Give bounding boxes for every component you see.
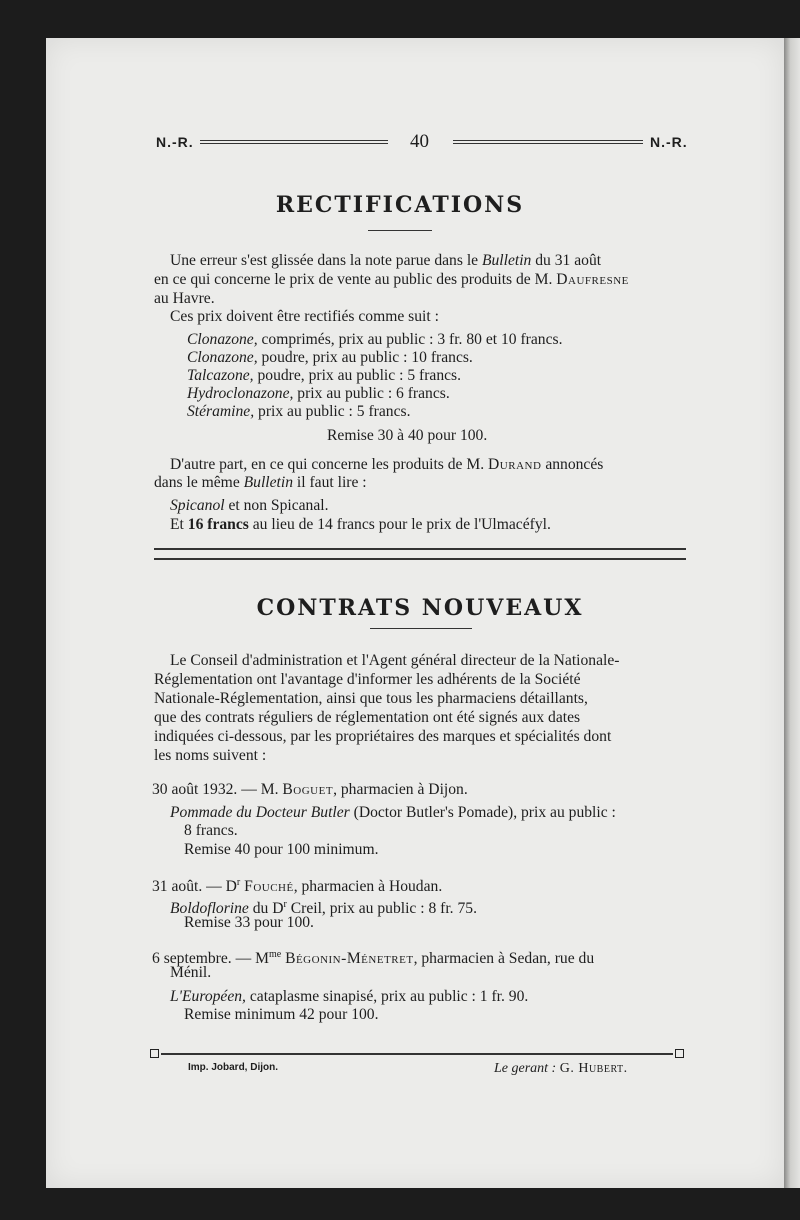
- contrats-intro-line: Le Conseil d'administration et l'Agent général directeur de la Nationale-: [170, 652, 620, 669]
- header-right: N.-R.: [650, 134, 688, 150]
- contrats-intro-line: Nationale-Réglementation, ainsi que tous les pharmaciens détaillants,: [154, 690, 588, 707]
- rect-intro-line-2: en ce qui concerne le prix de vente au public des produits de M. Daufresne: [154, 271, 629, 288]
- durand-line-4: Et 16 francs au lieu de 14 francs pour le prix de l'Ulmacéfyl.: [170, 516, 551, 533]
- durand-line-3: Spicanol et non Spicanal.: [170, 497, 329, 514]
- title-underline: [370, 628, 472, 629]
- entry-remise: Remise minimum 42 pour 100.: [184, 1006, 379, 1023]
- rect-item: Stéramine, prix au public : 5 francs.: [187, 403, 411, 420]
- entry-product-line: Boldoflorine du $D^r$ Creil, prix au public : 8 fr. 75.: [170, 899, 477, 918]
- entry-product-cont: 8 francs.: [184, 822, 238, 839]
- durand-line-1: D'autre part, en ce qui concerne les produits de M. Durand annoncés: [170, 456, 604, 473]
- rect-item: Talcazone, poudre, prix au public : 5 francs.: [187, 367, 462, 384]
- rect-item: Clonazone, comprimés, prix au public : 3 fr. 80 et 10 francs.: [187, 331, 563, 348]
- rect-item: Clonazone, poudre, prix au public : 10 francs.: [187, 349, 473, 366]
- header-left: N.-R.: [156, 134, 194, 150]
- rect-remise: Remise 30 à 40 pour 100.: [327, 427, 488, 444]
- rect-lead: Ces prix doivent être rectifiés comme suit :: [170, 308, 439, 325]
- header-rule-right: [453, 140, 643, 144]
- header-rule-left: [200, 140, 388, 144]
- entry-date-line: 30 août 1932. — M. Boguet, pharmacien à Dijon.: [152, 781, 468, 798]
- footer-box-left: [150, 1049, 159, 1058]
- printer-credit: Imp. Jobard, Dijon.: [188, 1062, 279, 1073]
- entry-product-line: L'Européen, cataplasme sinapisé, prix au public : 1 fr. 90.: [170, 988, 529, 1005]
- entry-remise: Remise 40 pour 100 minimum.: [184, 841, 379, 858]
- contrats-intro-line: que des contrats réguliers de réglementation ont été signés aux dates: [154, 709, 581, 726]
- contrats-title: CONTRATS NOUVEAUX: [256, 595, 584, 621]
- contrats-intro-line: Réglementation ont l'avantage d'informer les adhérents de la Société: [154, 671, 581, 688]
- entry-date-line: 6 septembre. — $M^{me}$ Bégonin-Ménetret, pharmacien à Sedan, rue du: [152, 949, 595, 968]
- section-separator: [154, 558, 686, 560]
- entry-product-line: Pommade du Docteur Butler (Doctor Butler's Pomade), prix au public :: [170, 804, 616, 821]
- rect-item: Hydroclonazone, prix au public : 6 francs.: [187, 385, 450, 402]
- footer-rule: [161, 1053, 673, 1055]
- entry-remise: Remise 33 pour 100.: [184, 914, 314, 931]
- footer-box-right: [675, 1049, 684, 1058]
- gerant-credit: Le gerant : G. Hubert.: [494, 1061, 628, 1076]
- rect-intro-line-3: au Havre.: [154, 290, 215, 307]
- title-underline: [368, 230, 432, 231]
- rectifications-title: RECTIFICATIONS: [275, 192, 525, 218]
- contrats-intro-line: indiquées ci-dessous, par les propriétaires des marques et spécialités dont: [154, 728, 612, 745]
- rect-intro-line-1: Une erreur s'est glissée dans la note parue dans le Bulletin du 31 août: [170, 252, 602, 269]
- durand-line-2: dans le même Bulletin il faut lire :: [154, 474, 367, 491]
- page-number: 40: [410, 131, 429, 152]
- entry-date-line: 31 août. — $D^r$ Fouché, pharmacien à Houdan.: [152, 877, 443, 896]
- contrats-intro-line: les noms suivent :: [154, 747, 267, 764]
- section-separator: [154, 548, 686, 550]
- entry-date-cont: Ménil.: [170, 964, 212, 981]
